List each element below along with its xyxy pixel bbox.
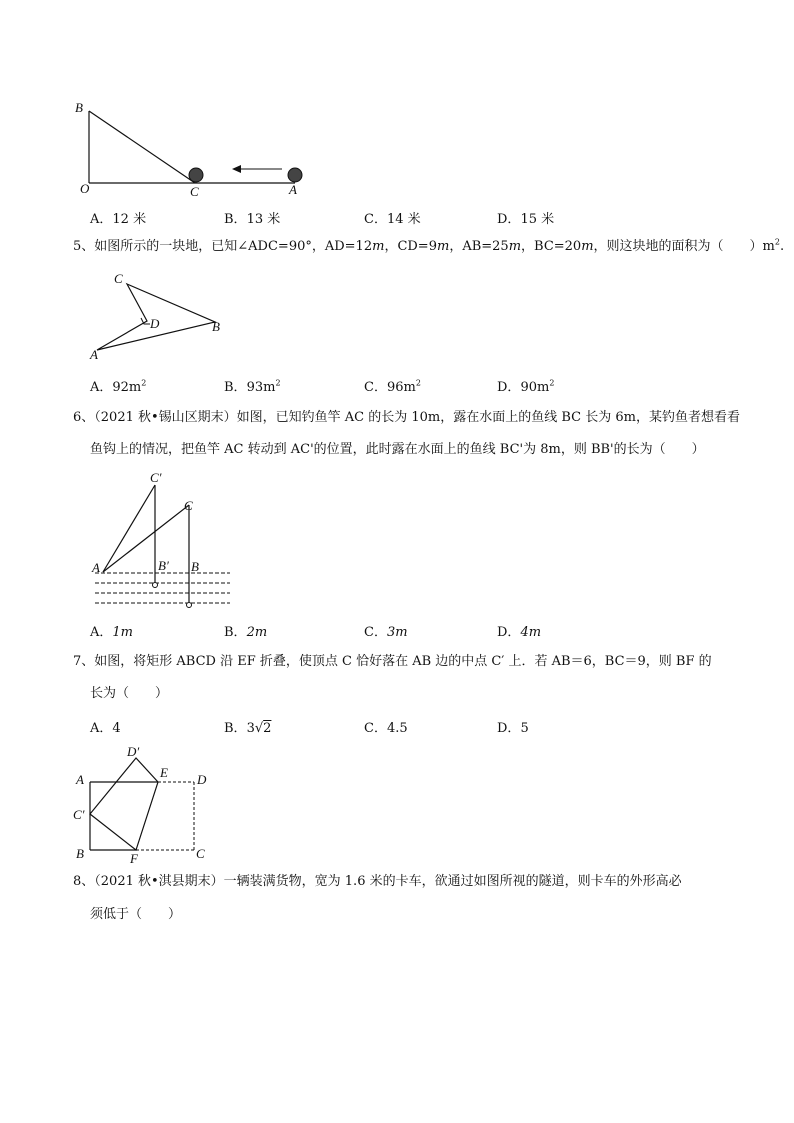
label-a: A bbox=[76, 772, 84, 787]
figure-q5 bbox=[85, 268, 235, 363]
q6-option-c[interactable]: C．3m bbox=[364, 625, 408, 640]
label-f: F bbox=[130, 851, 138, 866]
q8-stem-line2: 须低于（ ） bbox=[90, 907, 182, 922]
label-b: B bbox=[75, 100, 83, 115]
label-a: A bbox=[289, 182, 297, 197]
label-c: C bbox=[190, 184, 199, 199]
q7-stem-line2: 长为（ ） bbox=[90, 686, 169, 701]
q7-stem-line1: 7、如图，将矩形 ABCD 沿 EF 折叠，使顶点 C 恰好落在 AB 边的中点 C′ 上．若 AB＝6，BC＝9，则 BF 的 bbox=[73, 654, 712, 669]
q7-option-c[interactable]: C．4.5 bbox=[364, 721, 408, 736]
label-b: B bbox=[76, 846, 84, 861]
q6-option-b[interactable]: B．2m bbox=[224, 625, 268, 640]
q6-stem-line2: 鱼钩上的情况，把鱼竿 AC 转动到 AC'的位置，此时露在水面上的鱼线 BC'为 8m，则 BB'的长为（ ） bbox=[90, 442, 705, 457]
label-c: C bbox=[114, 271, 123, 286]
q7-option-d[interactable]: D．5 bbox=[497, 721, 529, 736]
label-b: B bbox=[212, 319, 220, 334]
label-e: E bbox=[160, 765, 168, 780]
q5-option-d[interactable]: D．$90m^2$ bbox=[497, 378, 555, 395]
q5-option-a[interactable]: A．$92m^2$ bbox=[90, 378, 147, 395]
hook-b bbox=[187, 603, 192, 608]
q4-option-c[interactable]: C．14 米 bbox=[364, 212, 421, 227]
label-b: B bbox=[191, 559, 199, 574]
q6-stem-line1: 6、（2021 秋•锡山区期末）如图，已知钓鱼竿 AC 的长为 10m，露在水面上的鱼线 BC 长为 6m，某钓鱼者想看看 bbox=[73, 410, 740, 425]
label-a: A bbox=[92, 560, 100, 575]
q6-option-a[interactable]: A．1m bbox=[90, 625, 133, 640]
q8-stem-line1: 8、（2021 秋•淇县期末）一辆装满货物，宽为 1.6 米的卡车，欲通过如图所视的隧道，则卡车的外形高必 bbox=[73, 874, 682, 889]
q7-option-b[interactable]: B．3√2 bbox=[224, 721, 272, 736]
rod-ac bbox=[103, 505, 189, 572]
segment-bc bbox=[89, 111, 195, 183]
figure-q6 bbox=[85, 465, 245, 615]
label-o: O bbox=[80, 181, 90, 196]
label-d: D bbox=[197, 772, 207, 787]
label-c-prime: C′ bbox=[150, 470, 162, 485]
q5-stem: 5、如图所示的一块地，已知∠ADC=90°，AD=12m，CD=9m，AB=25m，BC=20m，则这块地的面积为（ ）$m^2$. bbox=[73, 237, 785, 254]
q5-option-c[interactable]: C．$96m^2$ bbox=[364, 378, 421, 395]
label-c-prime: C′ bbox=[73, 807, 85, 822]
label-a: A bbox=[90, 347, 98, 362]
rod-ac-prime bbox=[103, 485, 155, 572]
label-c: C bbox=[184, 498, 193, 513]
folded-quad bbox=[90, 758, 158, 850]
hook-b-prime bbox=[153, 583, 158, 588]
q7-option-a[interactable]: A．4 bbox=[90, 721, 121, 736]
sqrt-icon: √ bbox=[254, 721, 264, 736]
q6-option-d[interactable]: D．4m bbox=[497, 625, 542, 640]
q4-option-b[interactable]: B．13 米 bbox=[224, 212, 281, 227]
label-c: C bbox=[196, 846, 205, 861]
figure-q7 bbox=[70, 742, 220, 867]
ball-a bbox=[288, 168, 302, 182]
label-d: D bbox=[150, 316, 160, 331]
label-b-prime: B′ bbox=[158, 558, 169, 573]
ball-c bbox=[189, 168, 203, 182]
q5-option-b[interactable]: B．$93m^2$ bbox=[224, 378, 281, 395]
arrow-head bbox=[232, 165, 241, 173]
label-d-prime: D′ bbox=[127, 744, 140, 759]
q4-option-a[interactable]: A．12 米 bbox=[90, 212, 147, 227]
q4-option-d[interactable]: D．15 米 bbox=[497, 212, 555, 227]
figure-q4 bbox=[70, 95, 320, 200]
